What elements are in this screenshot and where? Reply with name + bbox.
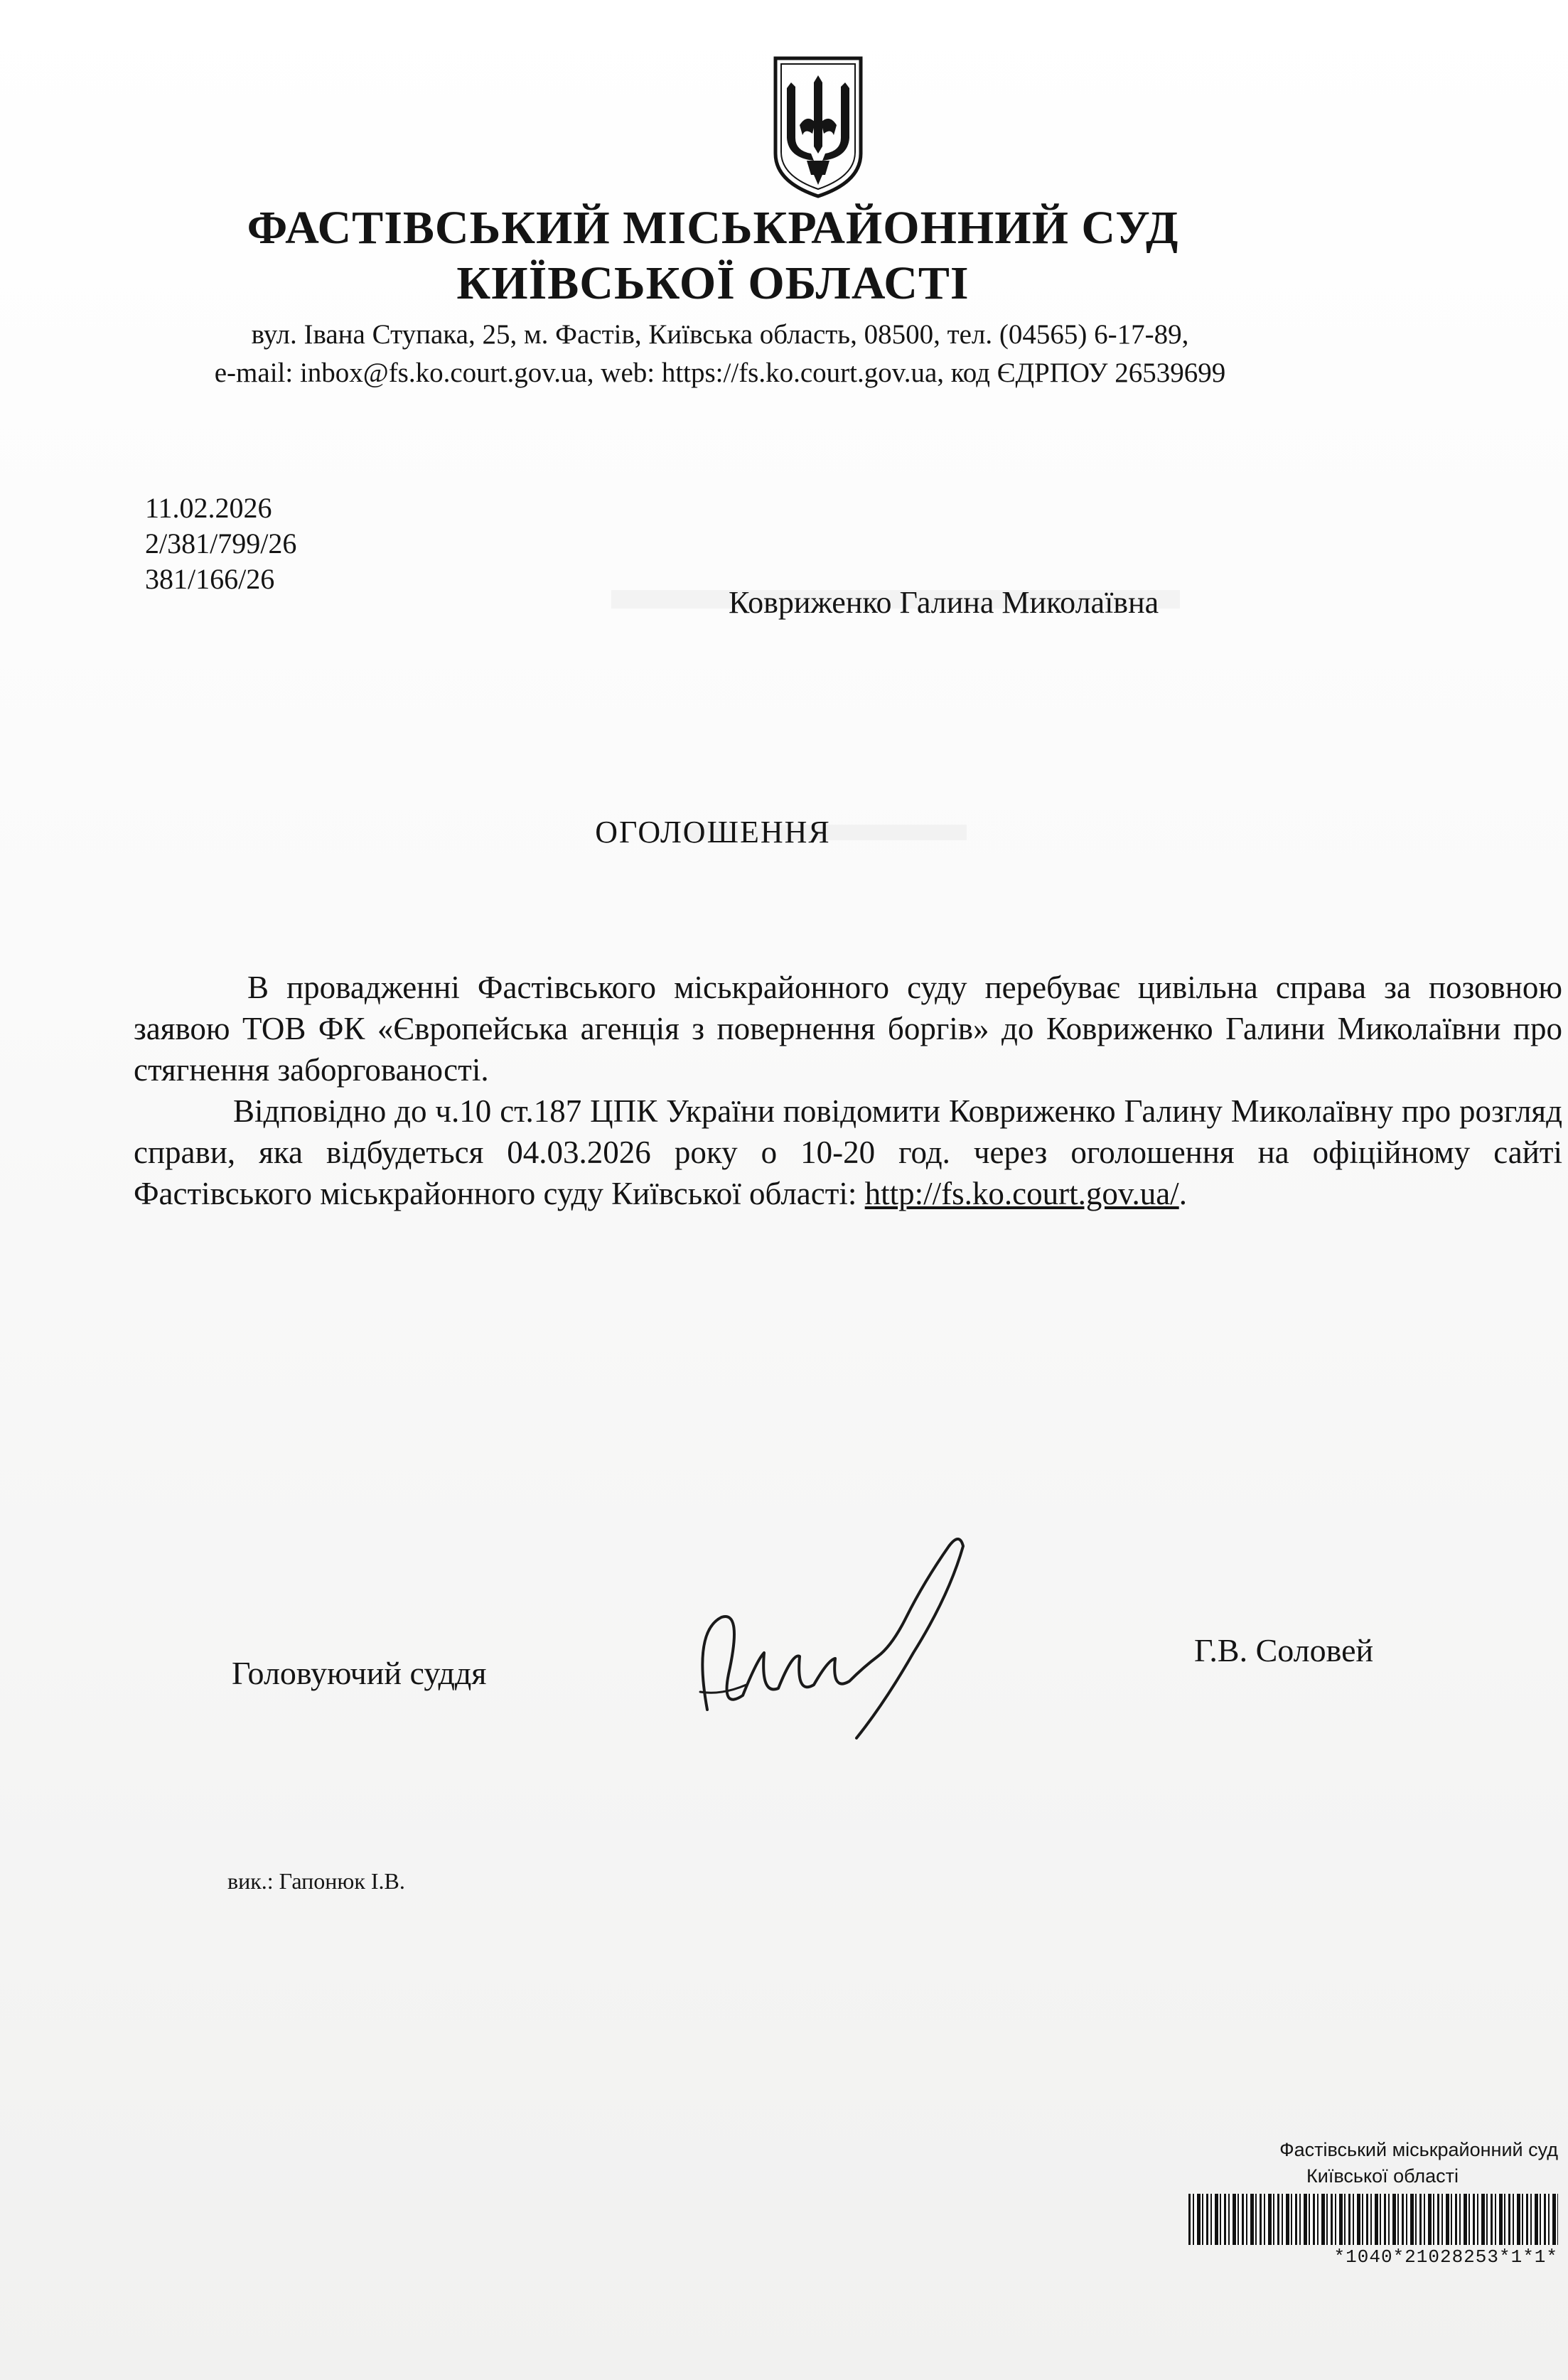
address-line1: вул. Івана Ступака, 25, м. Фастів, Київська область, 08500, тел. (04565) 6-17-89, [251,319,1189,350]
outgoing-number: 2/381/799/26 [145,527,297,559]
case-number: 381/166/26 [145,563,275,595]
document-title-text: ОГОЛОШЕННЯ [595,815,831,849]
stamp-region: Київської області [1306,2165,1459,2187]
body-paragraph-2-end: . [1178,1176,1187,1211]
stamp-court-name: Фастівський міськрайонний суд [1279,2139,1558,2160]
body-paragraph-1: В провадженні Фастівського міськрайонного суду перебуває цивільна справа за позовною заявою ТОВ ФК «Європейська агенція з повернення боргів» до Ковриженко Галини Миколаївни про стягнення заборгованості. [134,970,1562,1088]
judge-name: Г.В. Соловей [1194,1632,1374,1668]
trident-coat-of-arms-icon [771,54,865,200]
addressee: Ковриженко Галина Миколаївна [729,585,1159,620]
body-paragraph-2-text: Відповідно до ч.10 ст.187 ЦПК України повідомити Ковриженко Галину Миколаївну про розгляд справи, яка відбудеться 04.03.2026 року о 10-20 год. через оголошення на офіційному сайті Фастівського міськрайонного суду Київської області: [134,1093,1562,1211]
announcement-body [134,967,1562,1214]
barcode-icon [1188,2194,1558,2245]
court-address [0,316,1568,392]
address-line2: e-mail: inbox@fs.ko.court.gov.ua, web: https://fs.ko.court.gov.ua, код ЄДРПОУ 26539699 [214,358,1226,388]
court-name-line2: КИЇВСЬКОЇ ОБЛАСТІ [456,257,970,309]
court-website-link[interactable]: http://fs.ko.court.gov.ua/ [864,1176,1179,1211]
registry-stamp [1188,2137,1558,2268]
executor-note: вик.: Гапонюк І.В. [227,1868,405,1894]
signature-role: Головуючий суддя [232,1655,487,1691]
letter-date: 11.02.2026 [145,492,272,524]
handwritten-signature [679,1532,984,1745]
document-title [0,814,1568,850]
barcode-number: *1040*21028253*1*1* [1333,2246,1558,2268]
body-paragraph-2 [134,1090,1562,1214]
court-name-line1: ФАСТІВСЬКИЙ МІСЬКРАЙОННИЙ СУД [247,202,1179,254]
court-name [0,200,1568,311]
reference-numbers [145,491,296,597]
